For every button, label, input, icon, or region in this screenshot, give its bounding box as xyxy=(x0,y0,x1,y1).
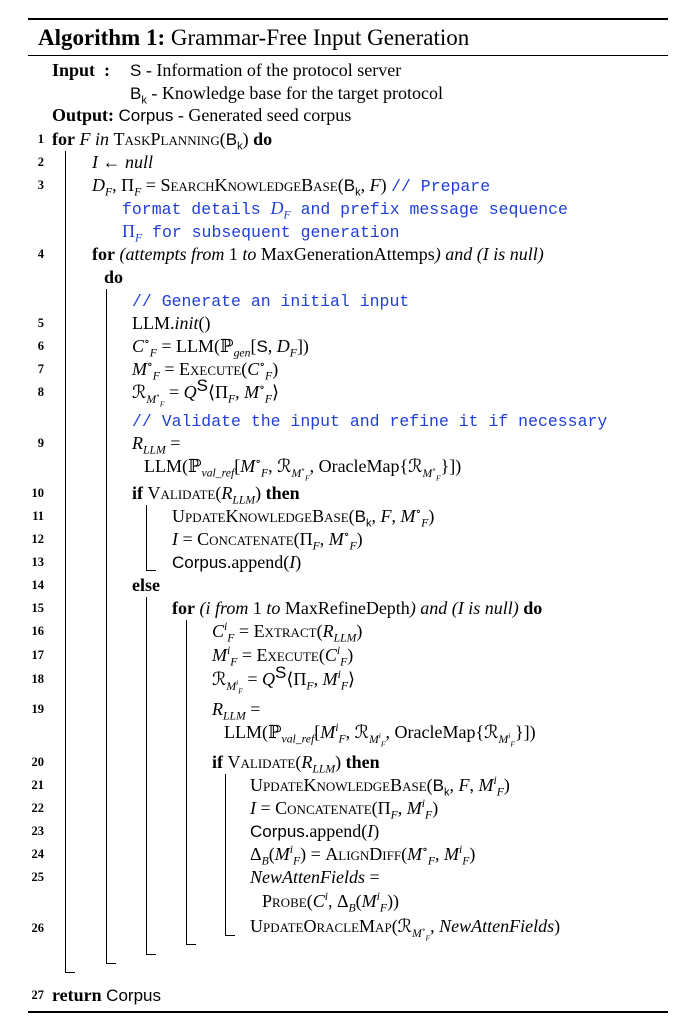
line-number: 19 xyxy=(31,702,44,716)
code-line-22: $I = Concatenate(\Pi_F$, $M^i_F$) xyxy=(250,797,439,822)
line-number: 27 xyxy=(31,988,44,1002)
code-line-21: $UpdateKnowledgeBase(B_k$, F, $M^i_F$) xyxy=(250,774,510,799)
line-number: 10 xyxy=(31,486,44,500)
line-number: 2 xyxy=(37,155,44,169)
code-line-18: ℛ$_{M^i_F}$ = $Q^S⟨\Pi_F$, $M^i_F⟩$ xyxy=(212,663,355,695)
code-line-9b: $LLM(ℙ_{val\_ref}[M^\circ_F$, ℛ$_{M^\circ_F}$, OracleMap{ℛ$_{M^\circ_F}$}]) xyxy=(144,455,462,482)
code-line-19b: $LLM(ℙ_{val\_ref}[M^i_F$, ℛ$_{M^i_F}$, OracleMap{ℛ$_{M^i_F}$}]) xyxy=(224,721,536,748)
block-line-level1 xyxy=(65,151,66,973)
title-rule xyxy=(28,55,668,56)
line-number: 23 xyxy=(31,824,44,838)
line-number: 25 xyxy=(31,870,44,884)
line-number: 12 xyxy=(31,532,44,546)
code-line-19: $R_{LLM}$ = xyxy=(212,699,261,723)
code-comment-3b: format details $D_F$ and prefix message sequence xyxy=(122,198,568,222)
code-line-25b: $Probe(C^i$, $\Delta_B(M^i_F)$) xyxy=(262,890,400,915)
line-number: 3 xyxy=(37,178,44,192)
code-line-14: else xyxy=(132,575,160,595)
line-number: 1 xyxy=(37,132,44,146)
input-desc-1: S - Information of the protocol server xyxy=(130,60,402,80)
code-line-23: Corpus.append(I) xyxy=(250,821,380,841)
block-end-if2 xyxy=(225,935,235,936)
algorithm-title xyxy=(38,25,469,51)
code-line-2: I ← null xyxy=(92,152,154,172)
block-line-if1 xyxy=(146,505,147,571)
bottom-rule xyxy=(28,1011,668,1013)
line-number: 17 xyxy=(31,648,44,662)
line-number: 9 xyxy=(37,436,44,450)
code-line-5: LLM.init() xyxy=(132,313,211,333)
code-line-10: if $Validate(R_{LLM})$ then xyxy=(132,483,300,507)
code-line-1: for F in $TaskPlanning(B_k)$ do xyxy=(52,129,273,153)
line-number: 15 xyxy=(31,601,44,615)
algorithm-name: Grammar-Free Input Generation xyxy=(170,25,470,50)
block-line-for2 xyxy=(186,620,187,945)
code-line-11: $UpdateKnowledgeBase(B_k$, F, $M^\circ_F$) xyxy=(172,505,435,530)
output-line: Output: Corpus - Generated seed corpus xyxy=(52,105,352,125)
code-line-24: $\Delta_B(M^i_F)$ = $AlignDiff(M^\circ_F$, $M^i_F$) xyxy=(250,843,476,868)
line-number: 18 xyxy=(31,672,44,686)
block-end-else xyxy=(146,954,156,955)
block-line-level2 xyxy=(106,289,107,964)
line-number: 26 xyxy=(31,921,44,935)
code-line-7: $M^\circ_F$ = $Execute(C^\circ_F)$ xyxy=(132,358,279,383)
code-line-13: Corpus.append(I) xyxy=(172,552,302,572)
block-line-else xyxy=(146,597,147,955)
code-line-20: if $Validate(R_{LLM})$ then xyxy=(212,752,380,776)
code-line-9: $R_{LLM}$ = xyxy=(132,433,181,457)
line-number: 7 xyxy=(37,362,44,376)
line-number: 24 xyxy=(31,847,44,861)
code-line-8: ℛ$_{M^\circ_F}$ = $Q^S⟨\Pi_F$, $M^\circ_F⟩$ xyxy=(132,376,280,408)
line-number: 20 xyxy=(31,755,44,769)
code-line-27: return Corpus xyxy=(52,985,161,1005)
code-comment-3c: $\Pi_F$ for subsequent generation xyxy=(122,221,400,245)
code-line-4: for (attempts from 1 to MaxGenerationAttemps) and (I is null) xyxy=(92,244,544,264)
line-number: 8 xyxy=(37,385,44,399)
line-number: 13 xyxy=(31,555,44,569)
code-line-12: $I = Concatenate(\Pi_F$, $M^\circ_F$) xyxy=(172,528,363,553)
code-line-25: NewAttenFields = xyxy=(250,867,380,887)
code-line-6: $C^\circ_F$ = LLM(ℙ$_{gen}$[S, $D_F$]) xyxy=(132,335,309,360)
code-line-3: $D_F$, $\Pi_F$ = $SearchKnowledgeBase(B_k$, F) // Prepare xyxy=(92,175,491,199)
block-end-level1 xyxy=(65,972,75,973)
comment-generate: // Generate an initial input xyxy=(132,292,410,311)
line-number: 11 xyxy=(32,509,44,523)
line-number: 21 xyxy=(31,778,44,792)
line-number: 16 xyxy=(31,624,44,638)
line-number: 22 xyxy=(31,801,44,815)
block-end-for2 xyxy=(186,944,196,945)
input-desc-2: $B_k$ - Knowledge base for the target protocol xyxy=(130,83,443,107)
block-end-level2 xyxy=(106,963,116,964)
code-line-26: UpdateOracleMap(ℛ$_{M^\circ_F}$, NewAttenFields) xyxy=(250,916,561,942)
code-line-4-do: do xyxy=(104,267,124,287)
algorithm-label: Algorithm 1: xyxy=(38,25,166,50)
line-number: 14 xyxy=(31,578,44,592)
output-label: Output: xyxy=(52,105,115,125)
line-number: 5 xyxy=(37,316,44,330)
block-end-if1 xyxy=(146,570,156,571)
code-line-17: $M^i_F$ = $Execute(C^i_F)$ xyxy=(212,644,354,669)
code-line-16: $C^i_F$ = $Extract(R_{LLM})$ xyxy=(212,620,363,645)
top-rule xyxy=(28,18,668,20)
block-line-if2 xyxy=(225,774,226,936)
comment-validate: // Validate the input and refine it if necessary xyxy=(132,412,608,431)
input-line-1: Input : xyxy=(52,60,111,80)
code-line-15: for (i from 1 to MaxRefineDepth) and (I is null) do xyxy=(172,598,543,618)
line-number: 4 xyxy=(37,247,44,261)
input-label: Input xyxy=(52,60,96,80)
line-number: 6 xyxy=(37,339,44,353)
